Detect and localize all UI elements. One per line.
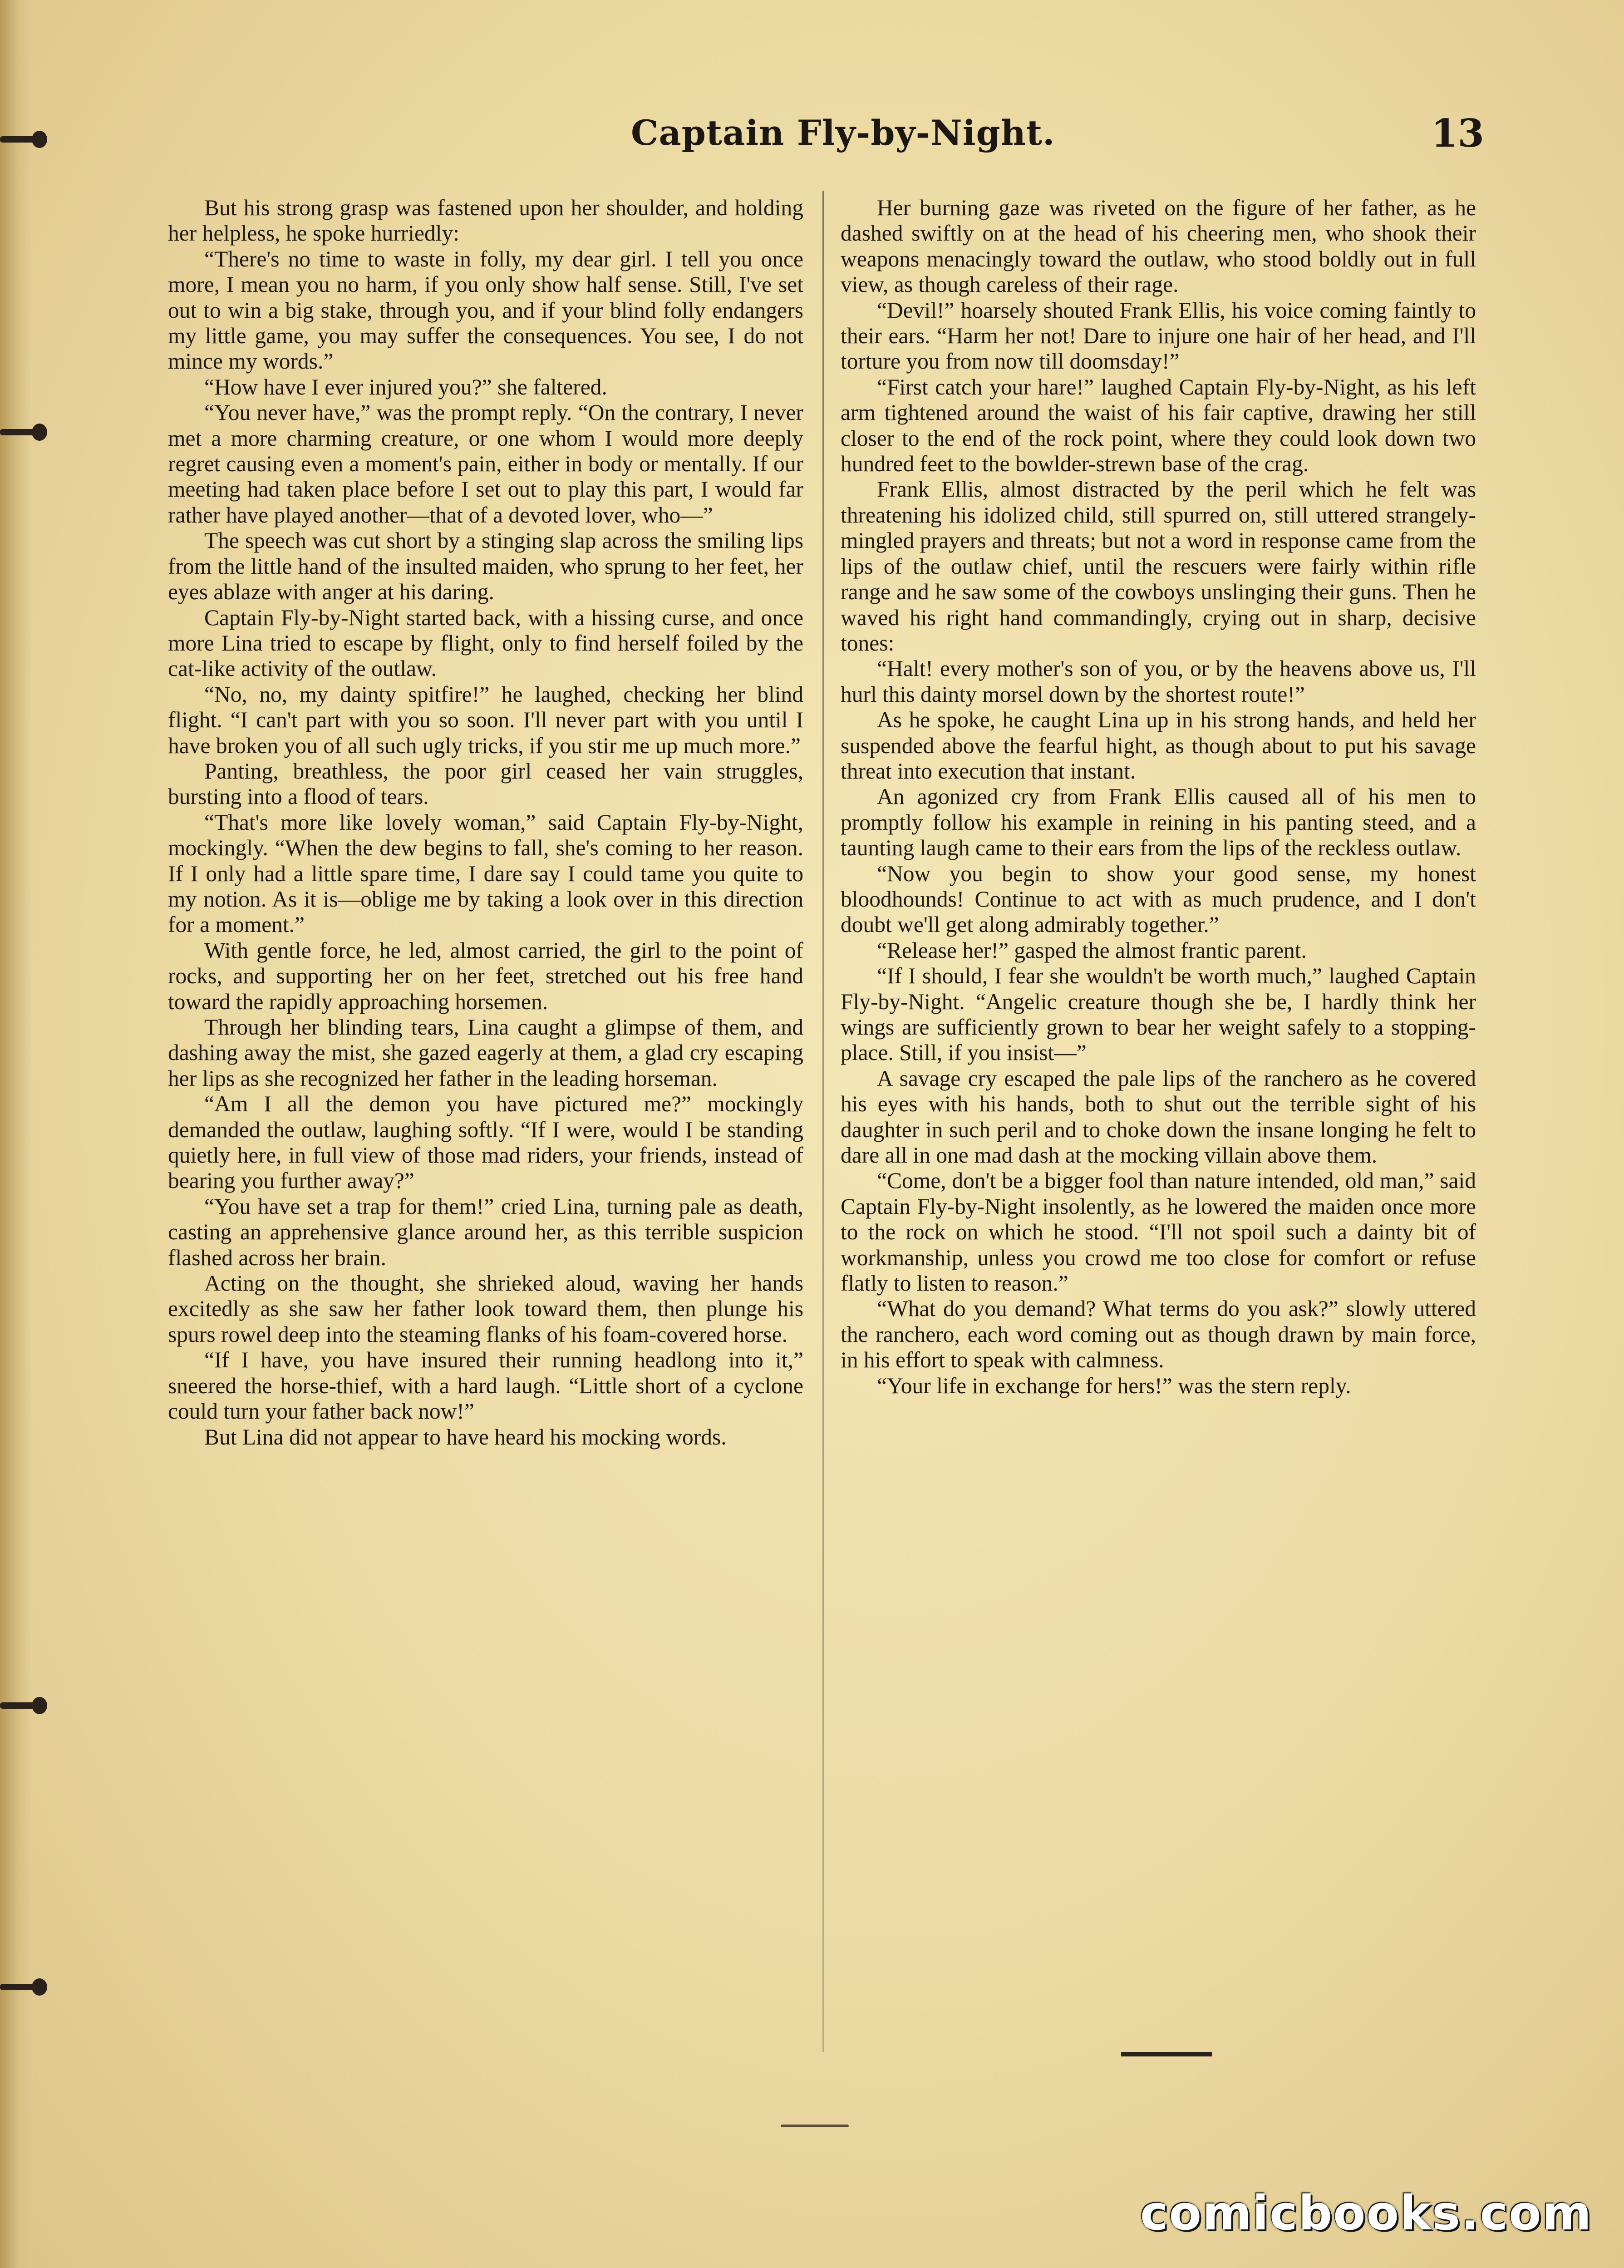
- left-column: [168, 195, 803, 1450]
- paragraph: “There's no time to waste in folly, my dear girl. I tell you once more, I mean you no harm, if you only show half sense. Still, I've set out to win a big stake, through you, and if your blind folly endangers my little game, you may suffer the consequences. You see, I do not mince my words.”: [168, 246, 803, 374]
- printer-mark: [781, 2125, 849, 2127]
- section-end-rule: [1121, 2052, 1212, 2056]
- watermark: comicbooks.com: [1140, 2185, 1592, 2241]
- binding-stitch: [0, 1702, 43, 1709]
- paragraph: “What do you demand? What terms do you ask?” slowly uttered the ranchero, each word coming out as though drawn by main force, in his effort to speak with calmness.: [841, 1296, 1476, 1373]
- paragraph: “How have I ever injured you?” she faltered.: [204, 374, 607, 399]
- paragraph: An agonized cry from Frank Ellis caused all of his men to promptly follow his example in reining in his panting steed, and a taunting laugh came to their ears from the lips of the reckless outlaw.: [841, 784, 1476, 861]
- page-header: [213, 113, 1484, 163]
- paragraph: “Come, don't be a bigger fool than nature intended, old man,” said Captain Fly-by-Night insolently, as he lowered the maiden once more to the rock on which he stood. “I'll not spoil such a dainty bit of workmanship, unless you crowd me too close for comfort or refuse flatly to listen to reason.”: [841, 1168, 1476, 1296]
- paragraph: With gentle force, he led, almost carried, the girl to the point of rocks, and supporting her on her feet, stretched out his free hand toward the rapidly approaching horsemen.: [168, 937, 803, 1014]
- running-title: Captain Fly-by-Night.: [631, 113, 1055, 153]
- paragraph: “You never have,” was the prompt reply. “On the contrary, I never met a more charming creature, or one whom I would more deeply regret causing even a moment's pain, either in body or mentally. If our meeting had taken place before I set out to play this part, I would far rather have played another—that of a devoted lover, who—”: [168, 400, 803, 528]
- binding-stitch: [0, 1984, 43, 1990]
- paragraph: “First catch your hare!” laughed Captain Fly-by-Night, as his left arm tightened around the waist of his fair captive, drawing her still closer to the end of the rock point, where they could look down two hundred feet to the bowlder-strewn base of the crag.: [841, 374, 1476, 477]
- paragraph: “Devil!” hoarsely shouted Frank Ellis, his voice coming faintly to their ears. “Harm her not! Dare to injure one hair of her head, and I'll torture you from now till doomsday!”: [841, 297, 1476, 374]
- paragraph: The speech was cut short by a stinging slap across the smiling lips from the little hand of the insulted maiden, who sprung to her feet, her eyes ablaze with anger at his daring.: [168, 528, 803, 605]
- paragraph: “Your life in exchange for hers!” was the stern reply.: [877, 1373, 1351, 1398]
- binding-edge: [0, 0, 32, 2268]
- right-column: [841, 195, 1476, 1399]
- paragraph: “No, no, my dainty spitfire!” he laughed, checking her blind flight. “I can't part with you so soon. I'll never part with you until I have broken you of all such ugly tricks, if you stir me up much more.”: [168, 681, 803, 758]
- paragraph: “Release her!” gasped the almost frantic parent.: [877, 937, 1307, 963]
- binding-stitch: [0, 429, 43, 435]
- paragraph: As he spoke, he caught Lina up in his strong hands, and held her suspended above the fearful hight, as though about to put his savage threat into execution that instant.: [841, 707, 1476, 784]
- paragraph: Captain Fly-by-Night started back, with a hissing curse, and once more Lina tried to escape by flight, only to find herself foiled by the cat-like activity of the outlaw.: [168, 605, 803, 681]
- paragraph: “That's more like lovely woman,” said Captain Fly-by-Night, mockingly. “When the dew begins to fall, she's coming to her reason. If I only had a little spare time, I dare say I could tame you quite to my notion. As it is—oblige me by taking a look over in this direction for a moment.”: [168, 809, 803, 937]
- page-number: 13: [1431, 111, 1484, 156]
- paragraph: Frank Ellis, almost distracted by the peril which he felt was threatening his idolized child, still spurred on, still uttered strangely-mingled prayers and threats; but not a word in response came from the lips of the outlaw chief, until the rescuers were fairly within rifle range and he saw some of the cowboys unslinging their guns. Then he waved his right hand commandingly, crying out in sharp, decisive tones:: [841, 477, 1476, 656]
- paragraph: But his strong grasp was fastened upon her shoulder, and holding her helpless, he spoke hurriedly:: [168, 195, 803, 246]
- column-divider: [822, 191, 824, 2052]
- paragraph: Acting on the thought, she shrieked aloud, waving her hands excitedly as she saw her father look toward them, then plunge his spurs rowel deep into the steaming flanks of his foam-covered horse.: [168, 1271, 803, 1347]
- binding-stitch: [0, 136, 43, 143]
- paragraph: But Lina did not appear to have heard his mocking words.: [204, 1424, 727, 1450]
- paragraph: “If I should, I fear she wouldn't be worth much,” laughed Captain Fly-by-Night. “Angelic creature though she be, I hardly think her wings are sufficiently grown to bear her weight safely to a stopping-place. Still, if you insist—”: [841, 963, 1476, 1065]
- paragraph: Panting, breathless, the poor girl ceased her vain struggles, bursting into a flood of tears.: [168, 758, 803, 809]
- paragraph: “You have set a trap for them!” cried Lina, turning pale as death, casting an apprehensive glance around her, as this terrible suspicion flashed across her brain.: [168, 1193, 803, 1270]
- paragraph: “Now you begin to show your good sense, my honest bloodhounds! Continue to act with as much prudence, and I don't doubt we'll get along admirably together.”: [841, 861, 1476, 937]
- paragraph: “Halt! every mother's son of you, or by the heavens above us, I'll hurl this dainty morsel down by the shortest route!”: [841, 656, 1476, 707]
- paragraph: “If I have, you have insured their running headlong into it,” sneered the horse-thief, with a hard laugh. “Little short of a cyclone could turn your father back now!”: [168, 1347, 803, 1424]
- paragraph: A savage cry escaped the pale lips of the ranchero as he covered his eyes with his hands, both to shut out the terrible sight of his daughter in such peril and to choke down the insane longing he felt to dare all in one mad dash at the mocking villain above them.: [841, 1065, 1476, 1168]
- paragraph: Through her blinding tears, Lina caught a glimpse of them, and dashing away the mist, she gazed eagerly at them, a glad cry escaping her lips as she recognized her father in the leading horseman.: [168, 1015, 803, 1091]
- paragraph: Her burning gaze was riveted on the figure of her father, as he dashed swiftly on at the head of his cheering men, who shook their weapons menacingly toward the outlaw, who stood boldly out in full view, as though careless of their rage.: [841, 195, 1476, 297]
- paragraph: “Am I all the demon you have pictured me?” mockingly demanded the outlaw, laughing softly. “If I were, would I be standing quietly here, in full view of those mad riders, your friends, instead of bearing you further away?”: [168, 1091, 803, 1193]
